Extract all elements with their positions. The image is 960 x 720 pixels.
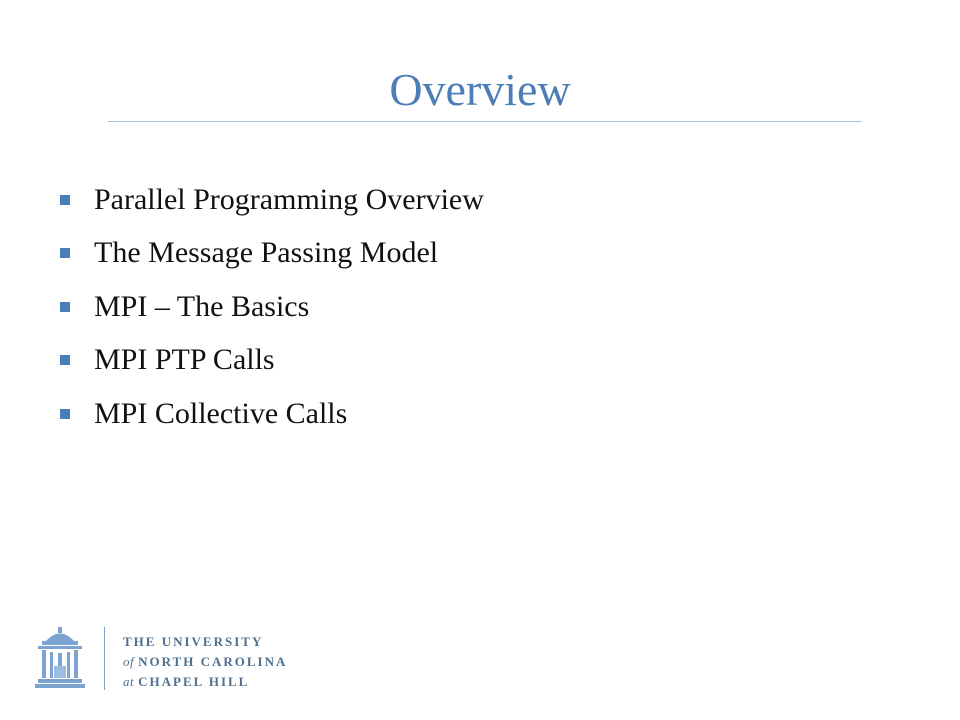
bullet-text: Parallel Programming Overview: [94, 182, 484, 216]
wordmark-line-2: [123, 652, 287, 672]
footer-divider: [104, 627, 105, 690]
bullet-item: [60, 176, 484, 230]
bullet-text: MPI Collective Calls: [94, 396, 348, 430]
wordmark-prefix: at: [123, 674, 135, 689]
university-wordmark: [123, 632, 287, 692]
bullet-item: [60, 283, 484, 337]
square-bullet-icon: [60, 195, 70, 205]
wordmark-text: CHAPEL HILL: [138, 674, 250, 689]
old-well-logo-icon: [34, 626, 86, 690]
wordmark-line-3: [123, 672, 287, 692]
square-bullet-icon: [60, 355, 70, 365]
bullet-text: MPI PTP Calls: [94, 343, 275, 377]
bullet-list: [60, 176, 484, 444]
wordmark-line-1: [123, 632, 287, 652]
slide-title: Overview: [389, 64, 571, 115]
square-bullet-icon: [60, 302, 70, 312]
wordmark-prefix: of: [123, 654, 135, 669]
bullet-item: [60, 337, 484, 391]
square-bullet-icon: [60, 248, 70, 258]
wordmark-text: THE UNIVERSITY: [123, 634, 264, 649]
bullet-text: MPI – The Basics: [94, 289, 310, 323]
bullet-item: [60, 230, 484, 284]
square-bullet-icon: [60, 409, 70, 419]
bullet-text: The Message Passing Model: [94, 236, 439, 270]
wordmark-text: NORTH CAROLINA: [138, 654, 288, 669]
title-divider: [108, 121, 862, 122]
bullet-item: [60, 390, 484, 444]
